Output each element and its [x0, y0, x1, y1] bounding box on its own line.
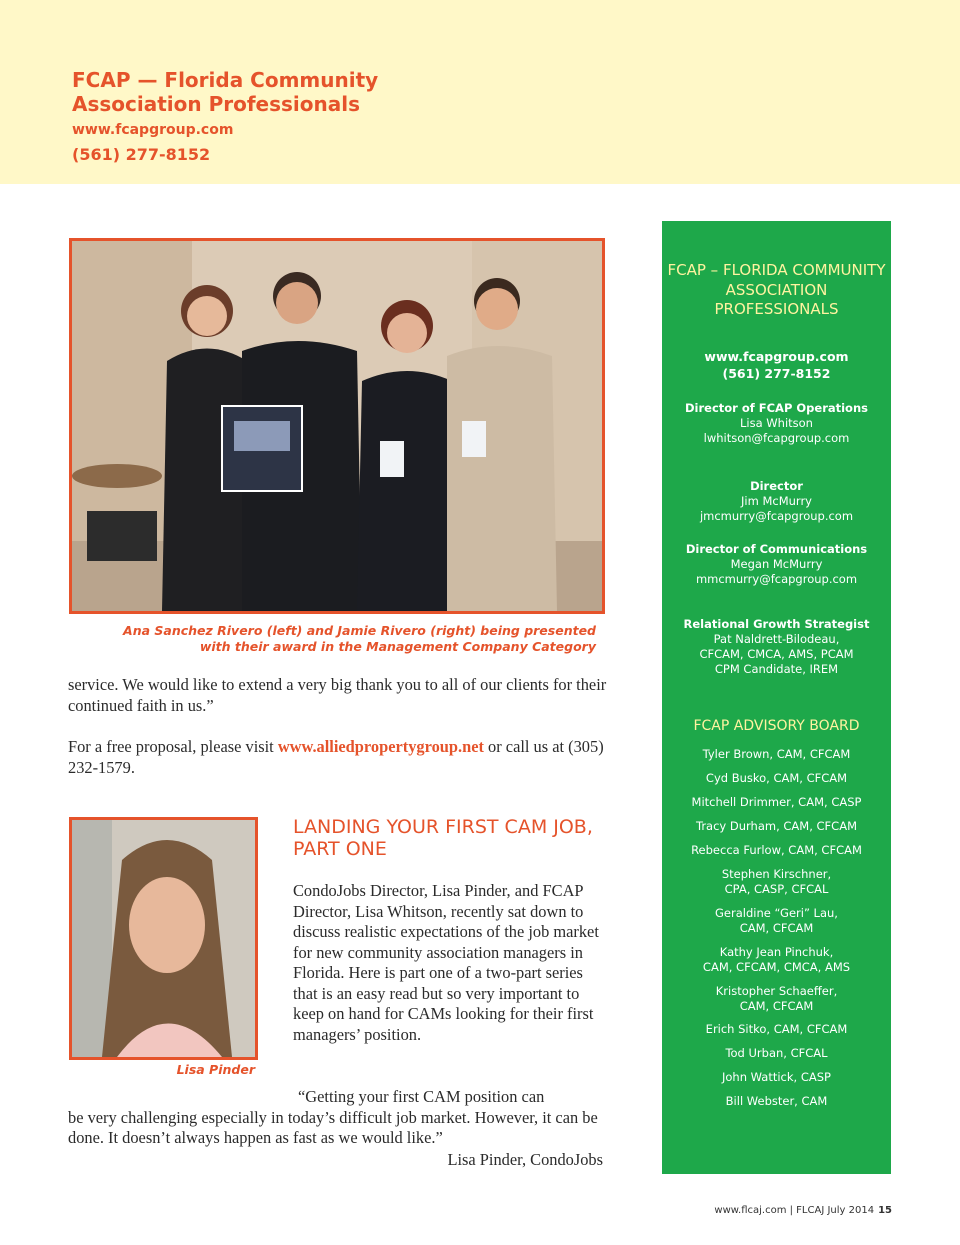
- member-line: Erich Sitko, CAM, CFCAM: [705, 1022, 848, 1036]
- proposal-paragraph: [68, 737, 608, 778]
- person-name: Jim McMurry: [741, 494, 812, 508]
- award-photo: [69, 238, 605, 614]
- fcap-sidebar: [662, 221, 891, 1174]
- footer-site: www.flcaj.com | FLCAJ July 2014: [714, 1205, 875, 1216]
- sidebar-person: [662, 401, 891, 446]
- person-name: Pat Naldrett-Bilodeau,: [713, 632, 840, 646]
- advisory-member: [662, 795, 891, 810]
- sidebar-person: [662, 617, 891, 677]
- advisory-member: [662, 1070, 891, 1085]
- quote-paragraph: [68, 1087, 608, 1149]
- sidebar-person: [662, 479, 891, 524]
- pinder-photo-caption: Lisa Pinder: [176, 1062, 255, 1077]
- award-photo-caption: Ana Sanchez Rivero (left) and Jamie Rivero (right) being presented with their award in the Management Company Category: [123, 623, 596, 654]
- proposal-text-after: or call us at (305) 232-1579.: [68, 737, 604, 777]
- sidebar-person: [662, 542, 891, 587]
- member-line: Tracy Durham, CAM, CFCAM: [695, 819, 857, 833]
- advisory-member: [662, 906, 891, 936]
- header-phone: (561) 277-8152: [72, 145, 211, 164]
- advisory-member: [662, 945, 891, 975]
- quote-attribution: Lisa Pinder, CondoJobs: [447, 1150, 603, 1169]
- advisory-board-title: FCAP ADVISORY BOARD: [693, 718, 860, 734]
- pinder-photo-illustration: [72, 820, 255, 1057]
- header-title: FCAP — Florida Community Association Professionals: [72, 68, 379, 116]
- member-line: Rebecca Furlow, CAM, CFCAM: [691, 843, 862, 857]
- service-paragraph: service. We would like to extend a very big thank you to all of our clients for their continued faith in us.”: [68, 675, 607, 715]
- sidebar-url[interactable]: www.fcapgroup.com: [704, 349, 849, 364]
- person-role: Director: [750, 479, 803, 493]
- advisory-member: [662, 1022, 891, 1037]
- person-name: Lisa Whitson: [740, 416, 813, 430]
- member-line: Stephen Kirschner,: [721, 867, 832, 881]
- member-line: Bill Webster, CAM: [725, 1094, 828, 1108]
- person-name: Megan McMurry: [730, 557, 823, 571]
- member-line: Tyler Brown, CAM, CFCAM: [702, 747, 851, 761]
- sidebar-title: FCAP – FLORIDA COMMUNITY ASSOCIATION PROFESSIONALS: [667, 261, 886, 318]
- person-email[interactable]: jmcmurry@fcapgroup.com: [699, 509, 854, 523]
- member-line: Mitchell Drimmer, CAM, CASP: [691, 795, 862, 809]
- member-line: Cyd Busko, CAM, CFCAM: [705, 771, 848, 785]
- advisory-member: [662, 1046, 891, 1061]
- section-heading: LANDING YOUR FIRST CAM JOB, PART ONE: [293, 816, 593, 860]
- person-role: Director of FCAP Operations: [685, 401, 868, 415]
- pinder-photo: [69, 817, 258, 1060]
- advisory-member: [662, 843, 891, 858]
- advisory-member: [662, 867, 891, 897]
- sidebar-contact: [662, 348, 891, 382]
- quote-line-1: “Getting your first CAM position can: [298, 1087, 545, 1106]
- person-credentials: CPM Candidate, IREM: [714, 662, 839, 676]
- header-url[interactable]: www.fcapgroup.com: [72, 122, 234, 138]
- advisory-member: [662, 747, 891, 762]
- member-line: Tod Urban, CFCAL: [725, 1046, 828, 1060]
- member-line: John Wattick, CASP: [722, 1070, 831, 1084]
- member-line: Kristopher Schaeffer,: [715, 984, 838, 998]
- person-role: Relational Growth Strategist: [683, 617, 870, 631]
- proposal-text-before: For a free proposal, please visit: [68, 737, 278, 756]
- advisory-member: [662, 1094, 891, 1109]
- condojobs-paragraph: CondoJobs Director, Lisa Pinder, and FCAP Director, Lisa Whitson, recently sat down to discuss realistic expectations of the job market for new community association managers in Florida. Here is part one of a two-part series that is an easy read but so very important to keep on hand for CAMs looking for their first managers’ position.: [293, 881, 599, 1044]
- member-line: Kathy Jean Pinchuk,: [719, 945, 834, 959]
- member-line: CPA, CASP, CFCAL: [724, 882, 829, 896]
- award-photo-illustration: [72, 241, 602, 611]
- member-line: CAM, CFCAM, CMCA, AMS: [702, 960, 851, 974]
- person-role: Director of Communications: [685, 542, 868, 556]
- advisory-member: [662, 819, 891, 834]
- advisory-member: [662, 771, 891, 786]
- sidebar-phone: (561) 277-8152: [722, 366, 831, 381]
- advisory-member: [662, 984, 891, 1014]
- member-line: CAM, CFCAM: [739, 921, 814, 935]
- member-line: Geraldine “Geri” Lau,: [715, 906, 838, 920]
- page-number: 15: [878, 1205, 892, 1216]
- person-email[interactable]: mmcmurry@fcapgroup.com: [695, 572, 858, 586]
- person-email[interactable]: lwhitson@fcapgroup.com: [703, 431, 850, 445]
- page-footer: [714, 1205, 892, 1216]
- member-line: CAM, CFCAM: [739, 999, 814, 1013]
- allied-property-link[interactable]: www.alliedpropertygroup.net: [277, 737, 484, 756]
- header-band: [0, 0, 960, 184]
- quote-line-rest: be very challenging especially in today’s difficult job market. However, it can be done. It doesn’t always happen as fast as we would like.”: [68, 1107, 598, 1147]
- person-credentials: CFCAM, CMCA, AMS, PCAM: [699, 647, 854, 661]
